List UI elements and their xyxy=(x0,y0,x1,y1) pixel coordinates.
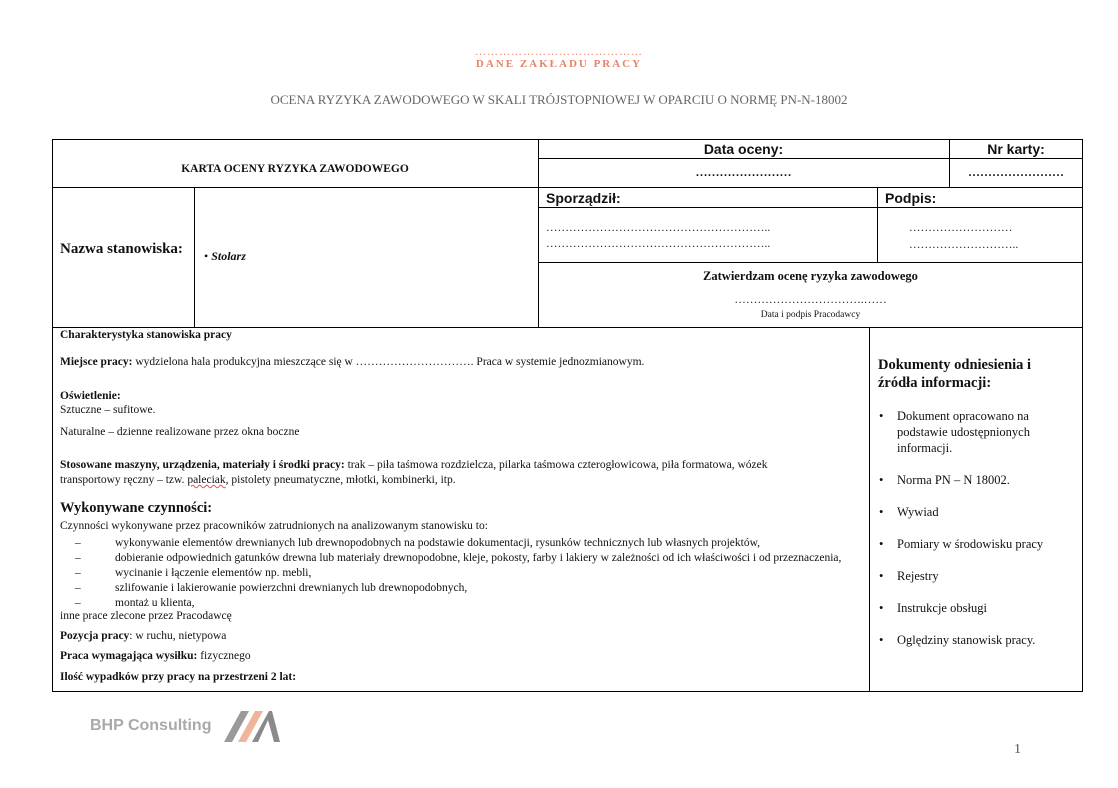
signature-label: Podpis: xyxy=(885,190,937,206)
logo-text: BHP Consulting xyxy=(90,717,212,734)
effort-text: fizycznego xyxy=(197,650,251,662)
card-number-value[interactable]: …………………… xyxy=(968,165,1064,179)
characteristics-heading: Charakterystyka stanowiska pracy xyxy=(60,329,232,341)
lighting-label: Oświetlenie: xyxy=(60,390,121,402)
posture-text: : w ruchu, nietypowa xyxy=(129,630,227,642)
activities-intro: Czynności wykonywane przez pracowników zatrudnionych na analizowanym stanowisku to: xyxy=(60,520,488,532)
list-item: • Oględziny stanowisk pracy. xyxy=(879,633,1036,647)
date-label: Data oceny: xyxy=(703,141,784,157)
card-title: KARTA OCENY RYZYKA ZAWODOWEGO xyxy=(181,163,409,175)
signature-line-1[interactable]: ……………………… xyxy=(909,222,1013,234)
signature-line-2[interactable]: ……………………….. xyxy=(909,239,1019,251)
posture-paragraph xyxy=(60,630,226,642)
risk-assessment-card xyxy=(52,139,1083,692)
workplace-text: wydzielona hala produkcyjna mieszczące się w …………………………. Praca w systemie jednozmianowym. xyxy=(132,356,645,368)
lighting-artificial: Sztuczne – sufitowe. xyxy=(60,404,156,416)
dash-icon: – xyxy=(75,597,81,609)
accidents-label: Ilość wypadków przy pracy na przestrzeni 2 lat: xyxy=(60,671,297,683)
list-item: • Pomiary w środowisku pracy xyxy=(879,537,1044,551)
machines-text-2a: transportowy ręczny – tzw. xyxy=(60,474,188,486)
list-item: – szlifowanie i lakierowanie powierzchni drewnianych lub drewnopodobnych, xyxy=(60,581,841,596)
references-heading: Dokumenty odniesienia i źródła informacji: xyxy=(878,357,1032,391)
bhp-consulting-logo xyxy=(90,710,290,742)
list-item: • Norma PN – N 18002. xyxy=(879,473,1010,487)
position-label: Nazwa stanowiska: xyxy=(60,241,183,257)
document-title: OCENA RYZYKA ZAWODOWEGO W SKALI TRÓJSTOPNIOWEJ W OPARCIU O NORMĘ PN-N-18002 xyxy=(270,92,848,107)
machines-paragraph-line-1 xyxy=(60,459,768,471)
rule-title-row xyxy=(52,187,1083,188)
prepared-by-label: Sporządził: xyxy=(546,190,621,206)
list-item: • Rejestry xyxy=(879,569,939,583)
mountain-logo-icon xyxy=(224,710,282,742)
machines-label: Stosowane maszyny, urządzenia, materiały i środki pracy: xyxy=(60,459,345,471)
list-item: • Instrukcje obsługi xyxy=(879,601,987,615)
rule-references-divider xyxy=(869,327,870,692)
table-border-left xyxy=(52,139,53,692)
references-list xyxy=(878,408,1078,648)
activities-list xyxy=(60,536,841,611)
list-item: – montaż u klienta, xyxy=(60,596,841,611)
bullet-icon: • xyxy=(879,409,884,423)
bullet-icon: • xyxy=(879,569,884,583)
bullet-icon: • xyxy=(879,601,884,615)
date-value[interactable]: …………………… xyxy=(695,165,792,179)
rule-position-divider xyxy=(194,187,195,327)
bullet-icon: • xyxy=(204,249,209,263)
company-data-placeholder: …………………………………… xyxy=(475,46,643,58)
lighting-natural: Naturalne – dzienne realizowane przez okna boczne xyxy=(60,426,300,438)
card-number-label: Nr karty: xyxy=(987,141,1045,157)
workplace-paragraph xyxy=(60,356,644,368)
approval-label: Zatwierdzam ocenę ryzyka zawodowego xyxy=(703,269,918,283)
bullet-icon: • xyxy=(879,633,884,647)
machines-paragraph-line-2 xyxy=(60,474,456,486)
company-data-label: DANE ZAKŁADU PRACY xyxy=(475,58,643,70)
effort-paragraph xyxy=(60,650,251,662)
workplace-label: Miejsce pracy: xyxy=(60,356,133,368)
table-border-right xyxy=(1082,139,1083,692)
rule-date-header xyxy=(538,158,1083,159)
list-item: – wykonywanie elementów drewnianych lub drewnopodobnych na podstawie dokumentacji, rysunków technicznych lub własnych projektów, xyxy=(60,536,841,551)
list-item: – dobieranie odpowiednich gatunków drewna lub materiały drewnopodobne, kleje, pokosty, farby i lakiery w zależności od ich właściwości i od przeznaczenia, xyxy=(60,551,841,566)
bullet-icon: • xyxy=(879,537,884,551)
posture-label: Pozycja pracy xyxy=(60,630,130,642)
table-border-bottom xyxy=(52,691,1083,692)
dash-icon: – xyxy=(75,567,81,579)
machines-text-2c: , pistolety pneumatyczne, młotki, kombinerki, itp. xyxy=(225,474,456,486)
approval-signature-line[interactable]: …………………………….…… xyxy=(734,294,887,306)
rule-signature-divider xyxy=(877,187,878,262)
rule-position-row xyxy=(52,327,1083,328)
dash-icon: – xyxy=(75,537,81,549)
activities-heading: Wykonywane czynności: xyxy=(60,500,213,516)
page-number: 1 xyxy=(1014,742,1021,757)
dash-icon: – xyxy=(75,582,81,594)
list-item: – wycinanie i łączenie elementów np. mebli, xyxy=(60,566,841,581)
position-value: Stolarz xyxy=(211,249,246,263)
list-item: • Wywiad xyxy=(879,505,939,519)
list-item: • Dokument opracowano na podstawie udostępnionych informacji. xyxy=(879,409,1030,455)
bullet-icon: • xyxy=(879,505,884,519)
spellcheck-word: paleciak xyxy=(187,474,226,486)
dash-icon: – xyxy=(75,552,81,564)
prepared-by-line-1[interactable]: ………………………………………………….. xyxy=(546,222,771,234)
table-border-top xyxy=(52,139,1083,140)
rule-prepared-bottom xyxy=(538,262,1083,263)
machines-text-1: trak – piła taśmowa rozdzielcza, pilarka taśmowa czterogłowicowa, piła formatowa, wózek xyxy=(344,459,768,471)
position-value-item xyxy=(204,249,246,264)
rule-prepared-header xyxy=(538,207,1083,208)
approval-caption: Data i podpis Pracodawcy xyxy=(760,310,861,320)
effort-label: Praca wymagająca wysiłku: xyxy=(60,650,198,662)
activities-other: inne prace zlecone przez Pracodawcę xyxy=(60,610,232,622)
prepared-by-line-2[interactable]: ………………………………………………….. xyxy=(546,238,771,250)
bullet-icon: • xyxy=(879,473,884,487)
